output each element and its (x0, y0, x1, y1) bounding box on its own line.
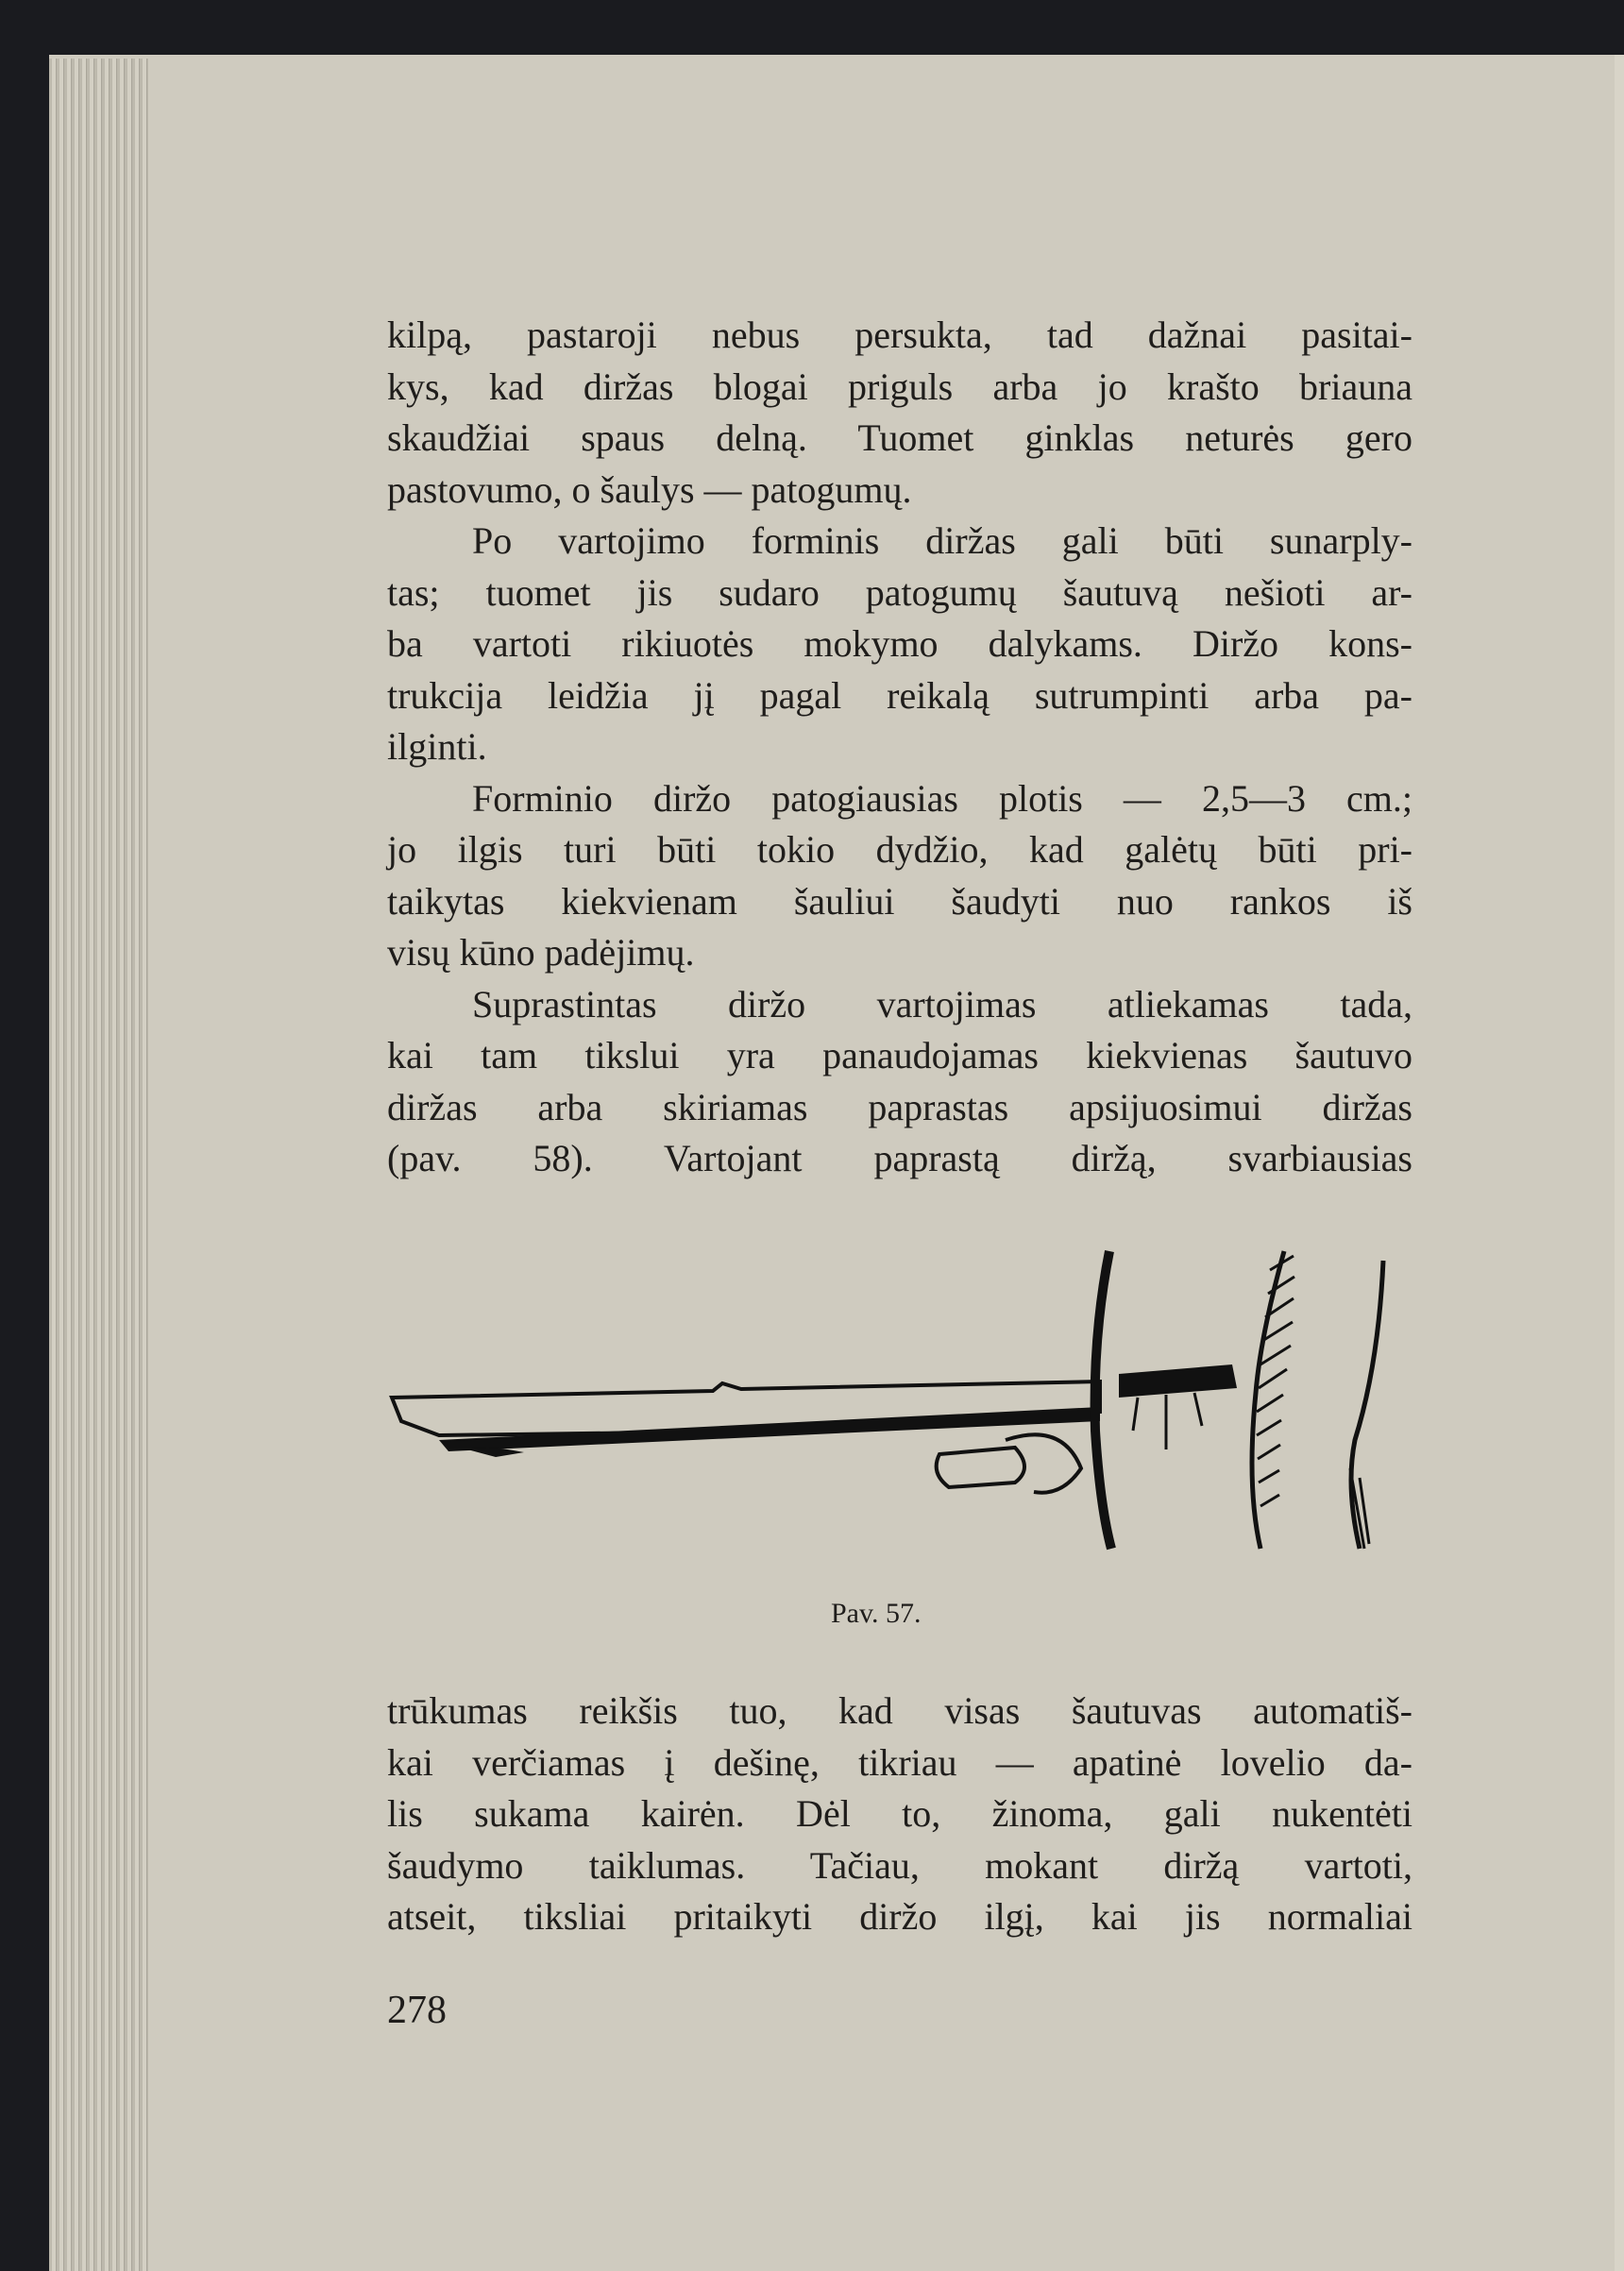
text-line: jo ilgis turi būti tokio dydžio, kad galėtų būti pri- (387, 828, 1413, 871)
text-line: skaudžiai spaus delną. Tuomet ginklas neturės gero (387, 416, 1413, 459)
text-line: atseit, tiksliai pritaikyti diržo ilgį, kai jis normaliai (387, 1895, 1413, 1938)
text-line: ilginti. (387, 725, 487, 768)
text-line: ba vartoti rikiuotės mokymo dalykams. Diržo kons- (387, 622, 1413, 665)
figure-rifle-sling-illustration (382, 1223, 1421, 1563)
text-line: Suprastintas diržo vartojimas atliekamas tada, (472, 982, 1413, 1025)
text-line: kilpą, pastaroji nebus persukta, tad dažnai pasitai- (387, 314, 1413, 356)
sling-loop (1119, 1364, 1237, 1398)
text-line: taikytas kiekvienam šauliui šaudyti nuo rankos iš (387, 879, 1413, 923)
sling-strap (1095, 1251, 1111, 1549)
page-right-edge (1615, 55, 1624, 2271)
text-line: diržas arba skiriamas paprastas apsijuosimui diržas (387, 1085, 1413, 1128)
text-line: lis sukama kairėn. Dėl to, žinoma, gali nukentėti (387, 1792, 1413, 1835)
text-line: trukcija leidžia jį pagal reikalą sutrumpinti arba pa- (387, 673, 1413, 717)
text-line: Po vartojimo forminis diržas gali būti sunarply- (472, 519, 1413, 562)
text-line: (pav. 58). Vartojant paprastą diržą, svarbiausias (387, 1137, 1413, 1179)
page-edges (49, 59, 148, 2271)
figure-caption: Pav. 57. (831, 1598, 922, 1629)
text-line: šaudymo taiklumas. Tačiau, mokant diržą vartoti, (387, 1843, 1413, 1887)
rifle-barrel (439, 1407, 1100, 1451)
page-number: 278 (387, 1989, 447, 2032)
text-line: Forminio diržo patogiausias plotis — 2,5—3 cm.; (472, 776, 1413, 820)
text-line: kys, kad diržas blogai priguls arba jo krašto briauna (387, 364, 1413, 408)
text-line: pastovumo, o šaulys — patogumų. (387, 467, 912, 511)
text-block-upper (387, 310, 1413, 1185)
text-line: kai verčiamas į dešinę, tikriau — apatinė lovelio da- (387, 1740, 1413, 1784)
text-line: tas; tuomet jis sudaro patogumų šautuvą nešioti ar- (387, 570, 1413, 614)
text-line: visų kūno padėjimų. (387, 931, 695, 974)
text-line: trūkumas reikšis tuo, kad visas šautuvas automatiš- (387, 1689, 1413, 1732)
text-line: kai tam tikslui yra panaudojamas kiekvienas šautuvo (387, 1034, 1413, 1076)
text-block-lower (387, 1686, 1413, 1943)
hand-drawing (937, 1448, 1024, 1487)
